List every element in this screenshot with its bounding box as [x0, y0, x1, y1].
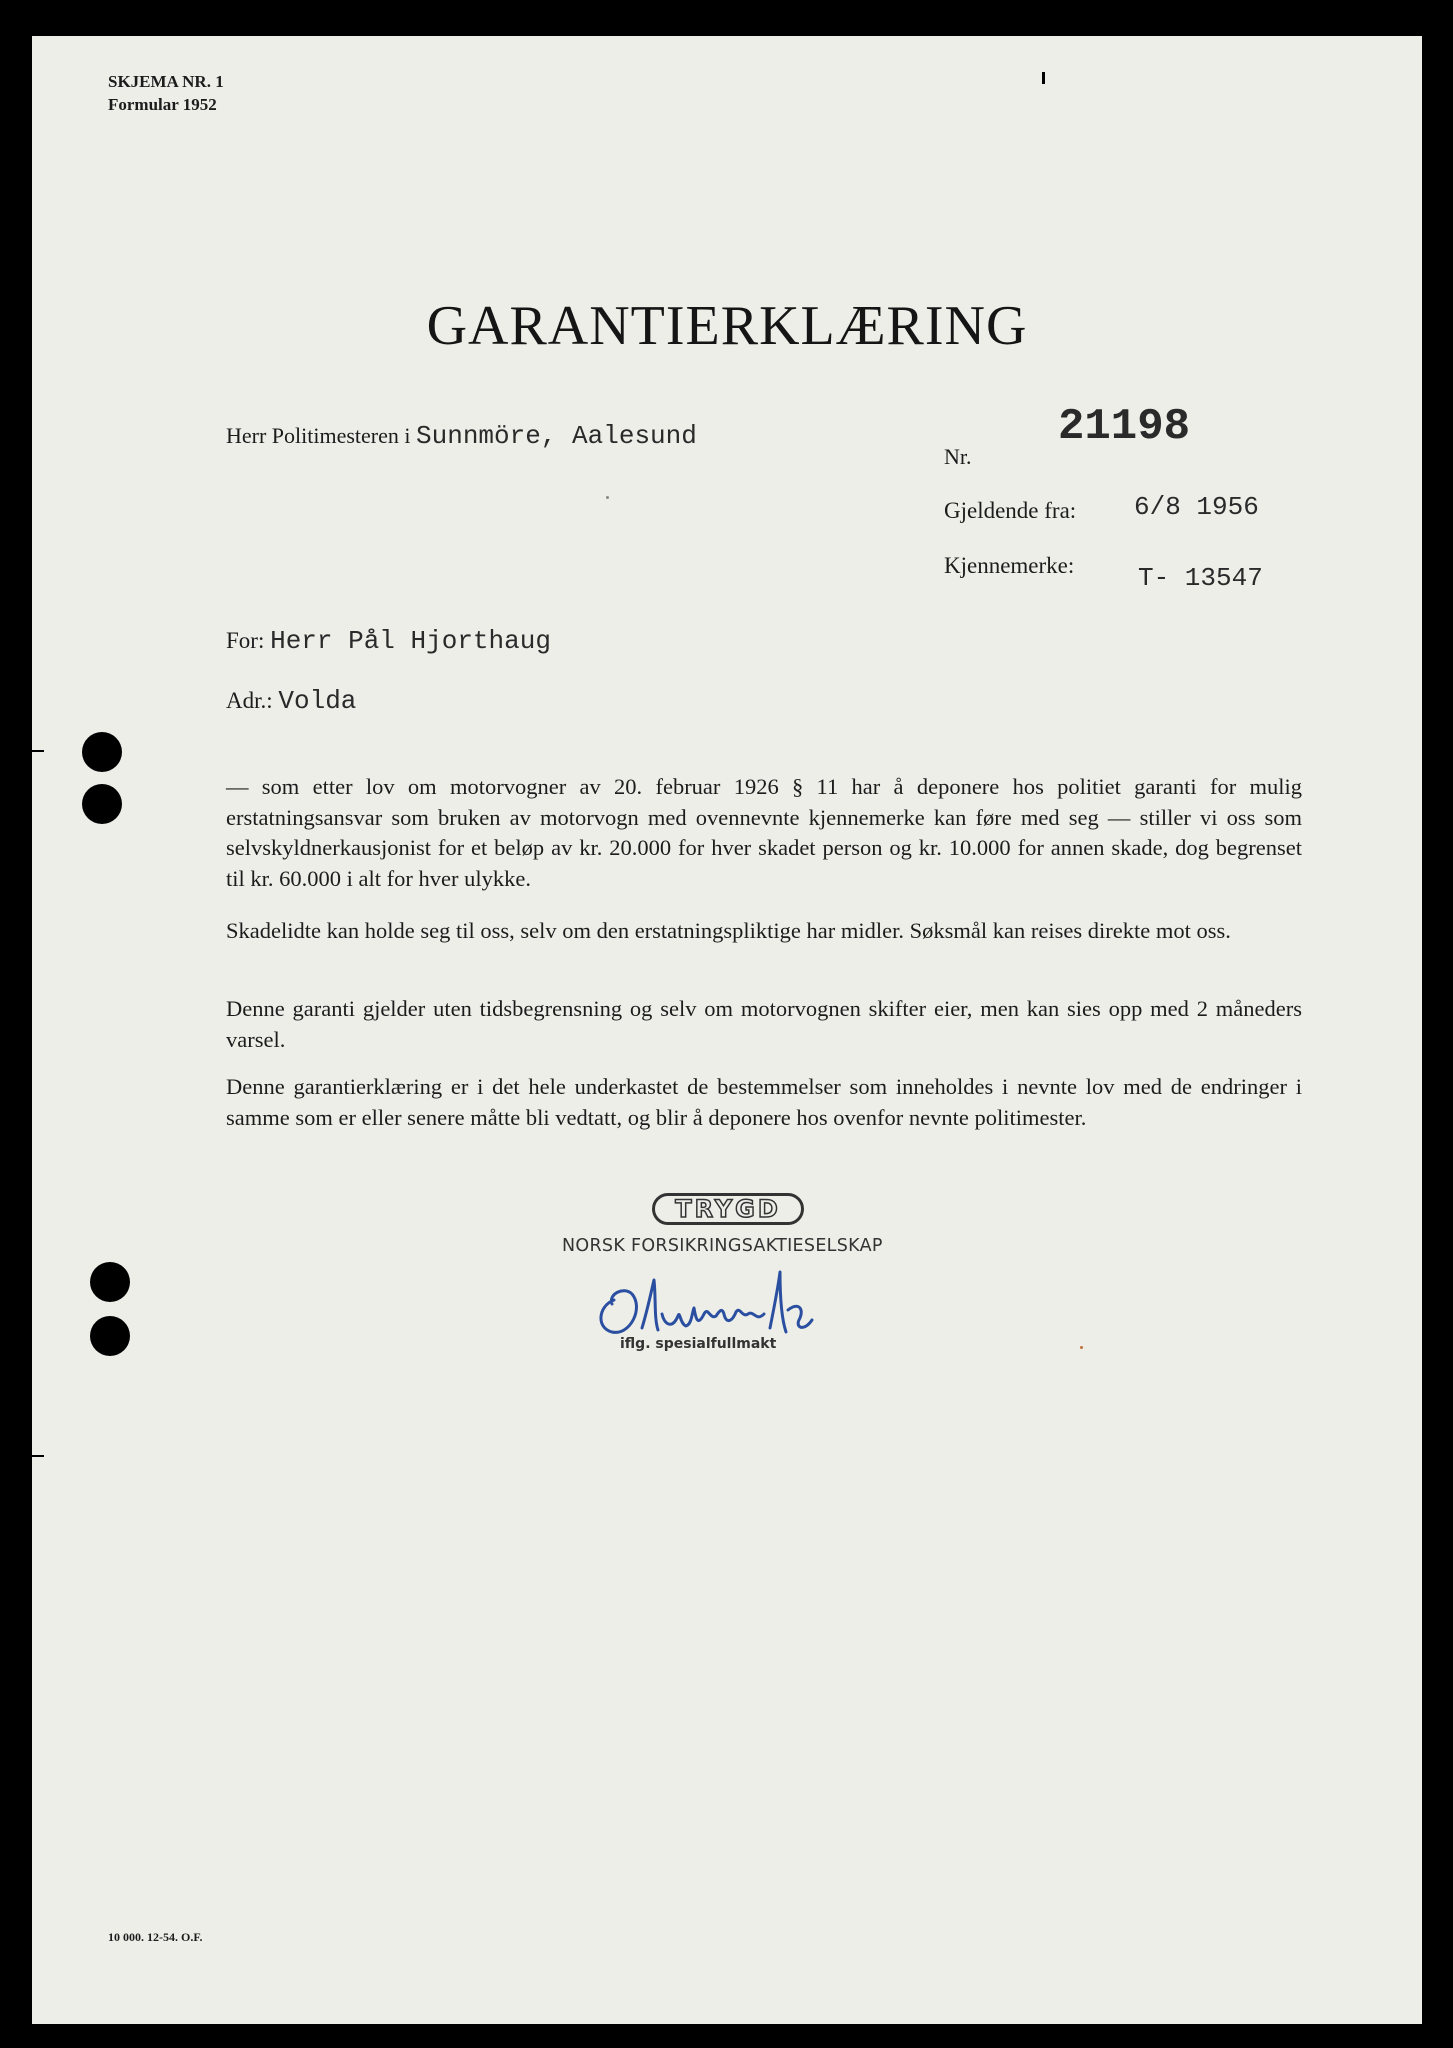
for-label: For:: [226, 628, 265, 653]
form-number: SKJEMA NR. 1: [108, 72, 224, 91]
punch-hole: [90, 1262, 130, 1302]
recipient-line: [226, 421, 697, 451]
recipient-label: Herr Politimesteren i: [226, 423, 411, 448]
company-name: NORSK FORSIKRINGSAKTIESELSKAP: [562, 1236, 883, 1256]
nr-value: 21198: [1058, 402, 1191, 452]
top-edge-mark: [1042, 72, 1045, 84]
paragraph-guarantee-terms: — som etter lov om motorvogner av 20. februar 1926 § 11 har å deponere hos politiet garanti for mulig erstatningsansvar som bruken av motorvogn med ovennevnte kjennemerke kan føre med seg — stiller vi oss som selvskyldnerkausjonist for et beløp av kr. 20.000 for hver skadet person og kr. 10.000 for annen skade, dog begrenset til kr. 60.000 i alt for hver ulykke.: [226, 774, 1302, 891]
address-label: Adr.:: [226, 688, 273, 713]
document-page: [32, 36, 1422, 2024]
form-identifier: [108, 70, 224, 116]
edge-mark: [30, 750, 44, 752]
registration-label: Kjennemerke:: [944, 553, 1075, 578]
address-value: Volda: [278, 686, 357, 716]
valid-from-value: 6/8 1956: [1134, 492, 1259, 522]
form-year: Formular 1952: [108, 95, 217, 114]
for-value: Herr Pål Hjorthaug: [270, 626, 551, 656]
paper-speck: [1080, 1346, 1083, 1349]
for-line: [226, 626, 551, 656]
punch-hole: [90, 1316, 130, 1356]
registration-value: T- 13547: [1138, 563, 1263, 593]
trygd-logo: TRYGD: [652, 1193, 804, 1225]
nr-label: Nr.: [944, 444, 972, 469]
edge-mark: [30, 1455, 44, 1457]
paragraph-claimants: Skadelidte kan holde seg til oss, selv om den erstatningspliktige har midler. Søksmål kan reises direkte mot oss.: [226, 918, 1231, 943]
document-title: GARANTIERKLÆRING: [426, 295, 1028, 357]
paragraph-legal: Denne garantierklæring er i det hele underkastet de bestemmelser som inneholdes i nevnte lov med de endringer i samme som er eller senere måtte bli vedtatt, og blir å deponere hos ovenfor nevnte politimester.: [226, 1074, 1302, 1130]
paper-speck: [606, 496, 609, 499]
valid-from-label: Gjeldende fra:: [944, 498, 1077, 523]
address-line: [226, 686, 356, 716]
punch-hole: [82, 784, 122, 824]
authority-note: iflg. spesialfullmakt: [620, 1336, 777, 1352]
punch-hole: [82, 732, 122, 772]
signature: [592, 1258, 892, 1342]
recipient-value: Sunnmöre, Aalesund: [416, 421, 697, 451]
print-code: 10 000. 12-54. O.F.: [108, 1930, 203, 1944]
paragraph-validity: Denne garanti gjelder uten tidsbegrensning og selv om motorvognen skifter eier, men kan sies opp med 2 måneders varsel.: [226, 996, 1302, 1052]
